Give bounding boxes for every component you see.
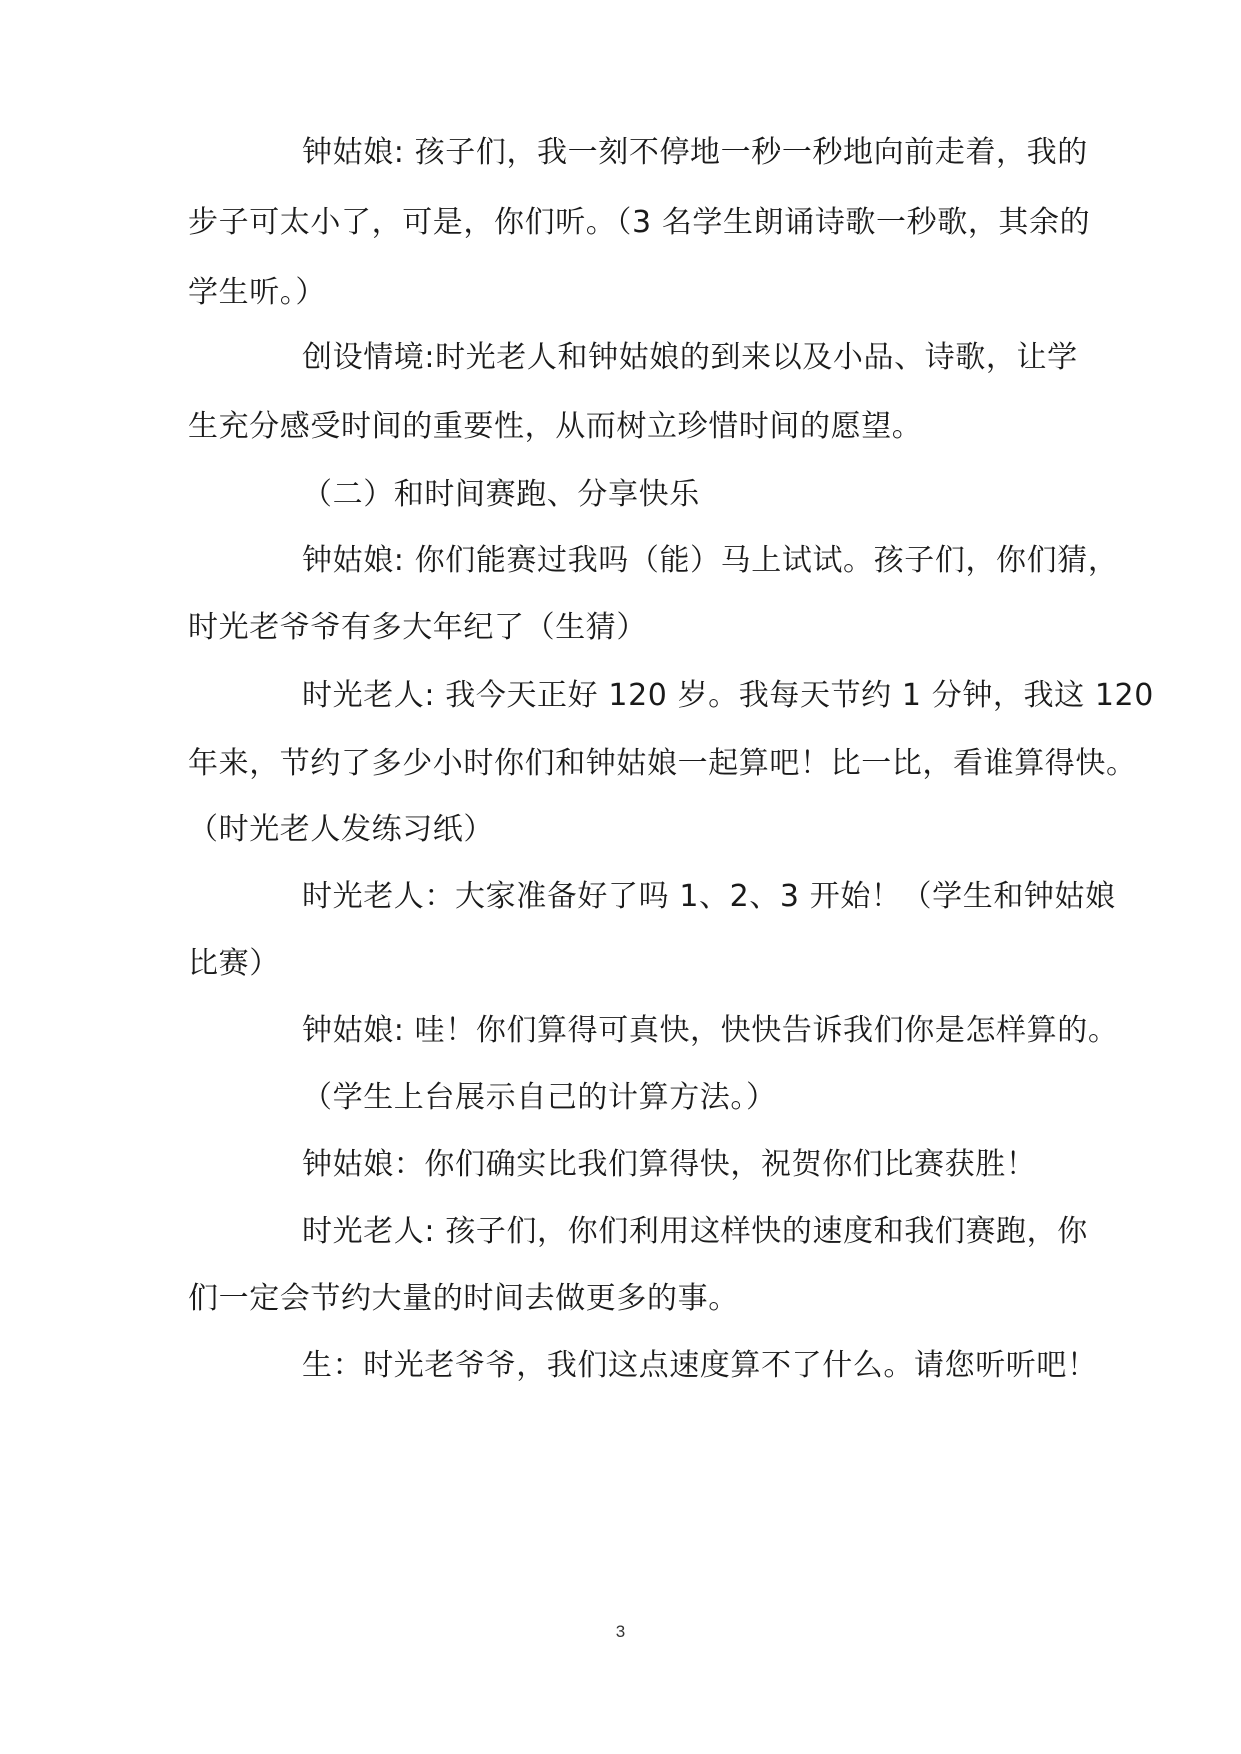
paragraph-line: 年来，节约了多少小时你们和钟姑娘一起算吧！比一比，看谁算得快。 bbox=[188, 746, 1137, 781]
paragraph-line: 们一定会节约大量的时间去做更多的事。 bbox=[188, 1281, 739, 1316]
paragraph-line: 生：时光老爷爷，我们这点速度算不了什么。请您听听吧！ bbox=[302, 1348, 1098, 1383]
paragraph-line: （学生上台展示自己的计算方法。） bbox=[302, 1080, 777, 1115]
section-heading: （二）和时间赛跑、分享快乐 bbox=[302, 477, 700, 512]
paragraph-line: 时光老人: 孩子们，你们利用这样快的速度和我们赛跑，你 bbox=[302, 1214, 1088, 1249]
paragraph-line: 钟姑娘: 你们能赛过我吗（能）马上试试。孩子们，你们猜， bbox=[302, 543, 1119, 578]
paragraph-line: 步子可太小了，可是，你们听。（3 名学生朗诵诗歌一秒歌，其余的 bbox=[188, 205, 1091, 240]
paragraph-line: 时光老人：大家准备好了吗 1、2、3 开始！（学生和钟姑娘 bbox=[302, 879, 1116, 914]
paragraph-line: 比赛） bbox=[188, 946, 280, 981]
paragraph-line: 学生听。） bbox=[188, 275, 326, 310]
paragraph-line: 钟姑娘: 孩子们，我一刻不停地一秒一秒地向前走着，我的 bbox=[302, 135, 1088, 170]
paragraph-line: 生充分感受时间的重要性，从而树立珍惜时间的愿望。 bbox=[188, 409, 923, 444]
paragraph-line: 时光老人: 我今天正好 120 岁。我每天节约 1 分钟，我这 120 bbox=[302, 678, 1154, 713]
paragraph-line: （时光老人发练习纸） bbox=[188, 812, 494, 847]
page-number: 3 bbox=[615, 1622, 626, 1641]
paragraph-line: 创设情境:时光老人和钟姑娘的到来以及小品、诗歌，让学 bbox=[302, 340, 1078, 375]
paragraph-line: 时光老爷爷有多大年纪了（生猜） bbox=[188, 610, 647, 645]
paragraph-line: 钟姑娘: 哇！你们算得可真快，快快告诉我们你是怎样算的。 bbox=[302, 1013, 1119, 1048]
paragraph-line: 钟姑娘：你们确实比我们算得快，祝贺你们比赛获胜！ bbox=[302, 1147, 1037, 1182]
